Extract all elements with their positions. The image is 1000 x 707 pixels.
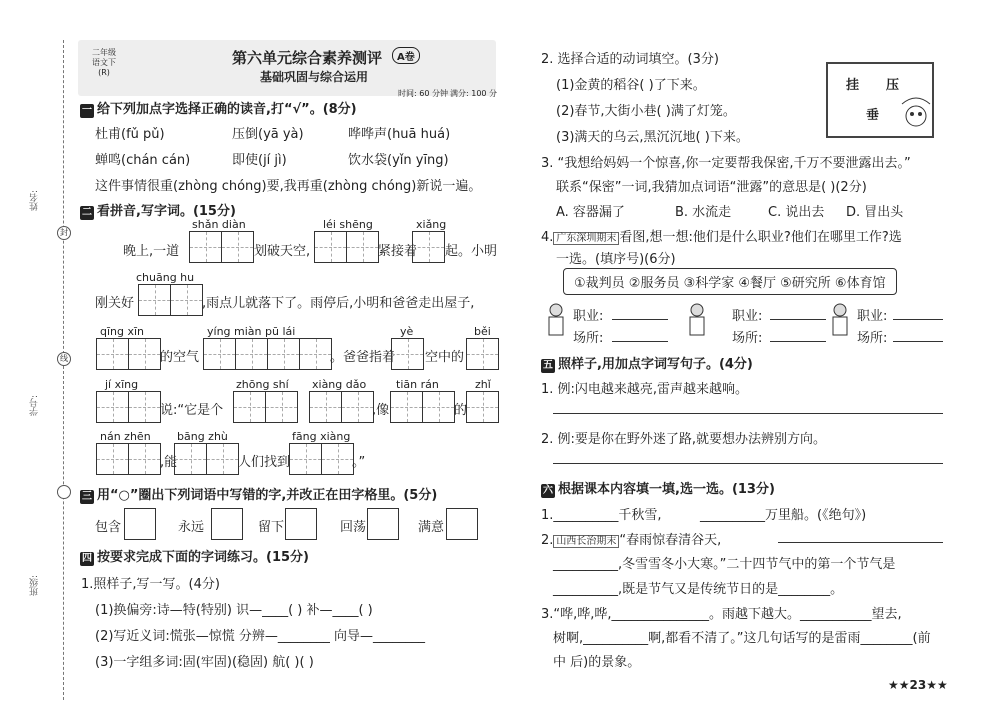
- question-line[interactable]: (2)春节,大街小巷( )满了灯笼。: [556, 104, 736, 119]
- grade-block: [92, 48, 116, 78]
- char-grid[interactable]: [96, 443, 161, 475]
- pinyin-label: tiān rán: [396, 378, 439, 391]
- job-label: 职业:: [573, 309, 604, 324]
- pinyin-label: zhǐ: [475, 378, 491, 391]
- pinyin-label: shǎn diàn: [192, 218, 246, 231]
- section-4-title: [80, 546, 309, 566]
- reading-item[interactable]: 饮水袋(yǐn yīng): [348, 153, 449, 168]
- section-number: 五: [543, 360, 553, 371]
- fill-blank[interactable]: __________,冬雪雪冬小大寒。”二十四节气中的第一个节气是: [553, 557, 896, 572]
- question-text: 2. 选择合适的动词填空。(3分): [541, 52, 719, 67]
- char-grid[interactable]: [390, 391, 455, 423]
- correction-box[interactable]: [285, 508, 317, 540]
- passage-text: 人们找到: [238, 455, 291, 470]
- word-bank-item: 垂: [866, 108, 880, 123]
- reading-item[interactable]: 哗哗声(huā huá): [348, 127, 451, 142]
- example-sentence: 2. 例:要是你在野外迷了路,就要想办法辨别方向。: [541, 432, 827, 447]
- answer-line[interactable]: [553, 412, 943, 414]
- passage-text: 说:“它是个: [160, 403, 224, 418]
- section-text: 按要求完成下面的字词练习。(15分): [97, 550, 309, 565]
- a-badge: A卷: [392, 47, 420, 64]
- passage-text: 起。小明: [445, 244, 498, 259]
- question-line[interactable]: (3)满天的乌云,黑沉沉地( )下来。: [556, 130, 749, 145]
- correction-box[interactable]: [211, 508, 243, 540]
- page-subtitle: 基础巩固与综合运用: [260, 70, 369, 84]
- edition: (R): [98, 68, 110, 77]
- char-grid[interactable]: [309, 391, 374, 423]
- correction-box[interactable]: [367, 508, 399, 540]
- question-text: 看图,想一想:他们是什么职业?他们在哪里工作?选: [619, 230, 902, 245]
- question-2: 2. 山西长治期末 “春雨惊春清谷天,: [541, 533, 722, 548]
- seal-mark: 线: [57, 352, 71, 366]
- word-item[interactable]: 回荡: [340, 520, 367, 535]
- passage-text: ,雨点儿就落下了。雨停后,小明和爸爸走出屋子,: [202, 296, 475, 311]
- section-2-title: [80, 200, 236, 220]
- correction-box[interactable]: [124, 508, 156, 540]
- section-number: 三: [82, 491, 92, 502]
- answer-line[interactable]: [612, 340, 668, 342]
- option-c[interactable]: C. 说出去: [768, 205, 825, 220]
- job-label: 职业:: [732, 309, 763, 324]
- section-text: 根据课本内容填一填,选一选。(13分): [558, 482, 775, 497]
- place-label: 场所:: [732, 331, 763, 346]
- word-bank-item: 压: [886, 78, 900, 93]
- section-text: 用“○”圈出下列词语中写错的字,并改正在田字格里。(5分): [97, 488, 438, 503]
- pinyin-label: xiǎng: [416, 218, 447, 231]
- char-grid[interactable]: [96, 391, 161, 423]
- pinyin-label: xiàng dǎo: [312, 378, 367, 391]
- question-line[interactable]: 联系“保密”一词,我猜加点词语“泄露”的意思是( )(2分): [556, 180, 867, 195]
- reading-item[interactable]: 即使(jí jì): [232, 153, 287, 168]
- question-text: 1.照样子,写一写。(4分): [81, 577, 220, 592]
- name-label: 姓名:: [30, 190, 40, 212]
- answer-line[interactable]: [770, 340, 826, 342]
- section-text: 看拼音,写字词。(15分): [97, 204, 236, 219]
- char-grid[interactable]: [466, 338, 499, 370]
- answer-line[interactable]: [770, 318, 826, 320]
- fill-blank[interactable]: 中 后)的景象。: [553, 655, 641, 670]
- question-1[interactable]: 1.__________千秋雪,: [541, 508, 662, 523]
- word-item[interactable]: 包含: [95, 520, 122, 535]
- question-line: 一选。(填序号)(6分): [556, 252, 676, 267]
- time-limit: 时间: 60 分钟: [398, 89, 448, 98]
- fill-blank[interactable]: __________,既是节气又是传统节日的是________。: [553, 582, 844, 597]
- grade: 二年级: [92, 48, 116, 57]
- section-text: 照样子,用加点字词写句子。(4分): [558, 357, 753, 372]
- class-label: 班级:: [30, 575, 40, 597]
- passage-text: 划破天空,: [254, 244, 311, 259]
- subject: 语文下: [92, 58, 116, 67]
- pinyin-label: léi shēng: [323, 218, 373, 231]
- source-tag: 山西长治期末: [553, 535, 619, 548]
- source-tag: 广东深圳期末: [553, 232, 619, 245]
- passage-text: 。”: [352, 455, 366, 470]
- pinyin-label: chuāng hu: [136, 271, 195, 284]
- pinyin-label: yíng miàn pū lái: [207, 325, 296, 338]
- passage-text: 刚关好: [95, 296, 135, 311]
- char-grid[interactable]: [189, 231, 254, 263]
- id-label: 学号:: [30, 395, 40, 417]
- passage-text: ,能: [160, 455, 178, 470]
- char-grid[interactable]: [96, 338, 161, 370]
- job-label: 职业:: [857, 309, 888, 324]
- example-sentence: 1. 例:闪电越来越亮,雷声越来越响。: [541, 382, 749, 397]
- page-number: ★★23★★: [888, 678, 948, 692]
- question-line[interactable]: (1)金黄的稻谷( )了下来。: [556, 78, 706, 93]
- answer-line[interactable]: [778, 541, 943, 543]
- char-grid[interactable]: [314, 231, 379, 263]
- question-text: 3. “我想给妈妈一个惊喜,你一定要帮我保密,千万不要泄露出去。”: [541, 156, 911, 171]
- passage-text: 。爸爸指着: [330, 350, 396, 365]
- word-item[interactable]: 永远: [178, 520, 205, 535]
- scientist-icon: [684, 302, 710, 338]
- page-title: 第六单元综合素养测评: [232, 49, 383, 67]
- referee-icon: [827, 302, 853, 338]
- section-5-title: [541, 353, 753, 373]
- pinyin-label: nán zhēn: [100, 430, 151, 443]
- pinyin-label: běi: [474, 325, 491, 338]
- char-grid[interactable]: [391, 338, 424, 370]
- passage-text: ,像: [372, 403, 390, 418]
- seal-mark: 封: [57, 226, 71, 240]
- pinyin-label: bāng zhù: [177, 430, 228, 443]
- correction-box[interactable]: [446, 508, 478, 540]
- reading-sentence[interactable]: 这件事情很重(zhòng chóng)要,我再重(zhòng chóng)新说一遍。: [95, 179, 482, 194]
- seal-circle: [57, 485, 71, 499]
- char-grid[interactable]: [466, 391, 499, 423]
- pinyin-label: yè: [400, 325, 414, 338]
- passage-text: 空中的: [425, 350, 465, 365]
- binding-line: [63, 40, 64, 700]
- word-bank-item: 挂: [846, 78, 860, 93]
- answer-line[interactable]: [553, 462, 943, 464]
- question-line[interactable]: (2)写近义词:慌张—惊慌 分辨—________ 向导—________: [95, 629, 426, 644]
- fill-blank[interactable]: 3.“哗,哗,哗,_______________。雨越下越大。___________望去,: [541, 607, 902, 622]
- word-item[interactable]: 满意: [418, 520, 445, 535]
- pinyin-label: fāng xiàng: [292, 430, 351, 443]
- char-grid[interactable]: [233, 391, 298, 423]
- pinyin-label: jí xīng: [105, 378, 139, 391]
- option-bank: ①裁判员 ②服务员 ③科学家 ④餐厅 ⑤研究所 ⑥体育馆: [563, 268, 897, 295]
- pinyin-label: qīng xīn: [100, 325, 145, 338]
- char-grid[interactable]: [174, 443, 239, 475]
- fill-blank[interactable]: __________万里船。(《绝句》): [700, 508, 867, 523]
- reading-item[interactable]: 蝉鸣(chán cán): [95, 153, 191, 168]
- fill-blank[interactable]: 树啊,__________啊,都看不清了。”这几句话写的是雷雨________(前: [553, 631, 931, 646]
- place-label: 场所:: [573, 331, 604, 346]
- section-6-title: [541, 478, 775, 498]
- pinyin-label: zhōng shí: [236, 378, 289, 391]
- waiter-icon: [543, 302, 569, 338]
- question-4-head: 4. 广东深圳期末 看图,想一想:他们是什么职业?他们在哪里工作?选: [541, 230, 902, 245]
- answer-line[interactable]: [893, 318, 943, 320]
- passage-text: 紧接着: [378, 244, 418, 259]
- char-grid[interactable]: [138, 284, 203, 316]
- section-number: 六: [543, 485, 553, 496]
- section-number: 二: [82, 207, 92, 218]
- section-3-title: [80, 484, 437, 504]
- question-line[interactable]: (1)换偏旁:诗—特(特别) 识—____( ) 补—____( ): [95, 603, 373, 618]
- option-b[interactable]: B. 水流走: [675, 205, 732, 220]
- passage-text: 晚上,一道: [123, 244, 180, 259]
- fill-blank[interactable]: __________千秋雪,: [553, 508, 662, 523]
- place-label: 场所:: [857, 331, 888, 346]
- section-number: 四: [82, 553, 92, 564]
- option-a[interactable]: A. 容器漏了: [556, 205, 625, 220]
- word-item[interactable]: 留下: [258, 520, 285, 535]
- answer-line[interactable]: [612, 318, 668, 320]
- passage-text: 的: [454, 403, 468, 418]
- char-grid[interactable]: [203, 338, 332, 370]
- cartoon-icon: [898, 94, 938, 134]
- word-bank-box: [826, 62, 934, 138]
- option-d[interactable]: D. 冒出头: [846, 205, 904, 220]
- fill-blank[interactable]: “春雨惊春清谷天,: [619, 533, 722, 548]
- full-score: 满分: 100 分: [450, 89, 498, 98]
- char-grid[interactable]: [289, 443, 354, 475]
- reading-item[interactable]: 压倒(yā yà): [232, 127, 304, 142]
- question-line[interactable]: (3)一字组多词:固(牢固)(稳固) 航( )( ): [95, 655, 314, 670]
- section-1-title: [80, 98, 357, 118]
- section-number: 一: [82, 105, 92, 116]
- char-grid[interactable]: [412, 231, 445, 263]
- section-text: 给下列加点字选择正确的读音,打“√”。(8分): [97, 102, 357, 117]
- answer-line[interactable]: [893, 340, 943, 342]
- passage-text: 的空气: [160, 350, 200, 365]
- reading-item[interactable]: 杜甫(fǔ pǔ): [95, 127, 165, 142]
